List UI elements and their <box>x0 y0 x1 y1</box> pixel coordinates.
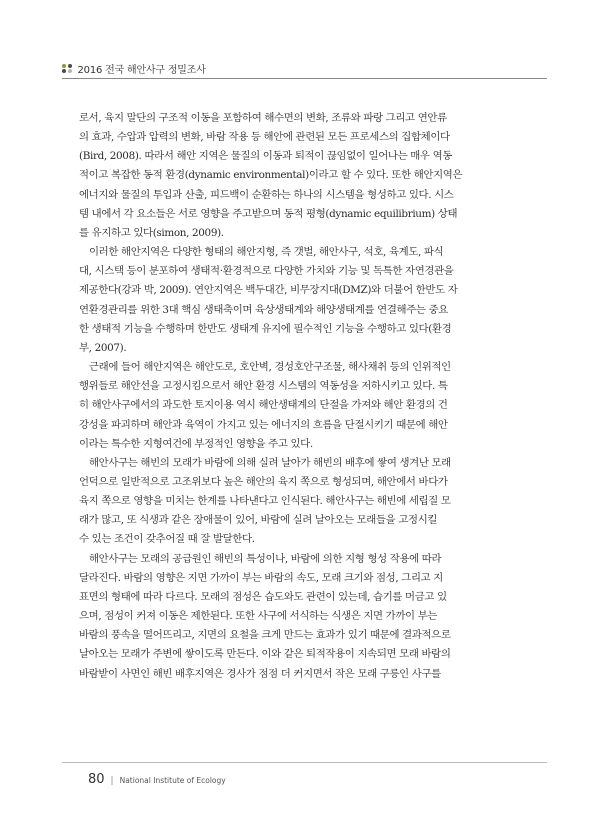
text-line: 강성을 파괴하며 해안과 육역이 가지고 있는 에너지의 흐름을 단절시키기 때문에 해안 <box>79 418 448 431</box>
paragraph <box>79 550 525 684</box>
footer-separator: | <box>110 776 114 786</box>
text-line: 언덕으로 일반적으로 고조위보다 높은 해안의 육지 쪽으로 형성되며, 해안에서 바다가 <box>79 475 448 488</box>
header-dots-icon <box>62 64 72 74</box>
text-line: 달라진다. 바람의 영향은 지면 가까이 부는 바람의 속도, 모래 크기와 점성, 그리고 지 <box>79 571 443 584</box>
text-line: 바람받이 사면인 해빈 배후지역은 경사가 점점 더 커지면서 작은 모래 구릉인 사구를 <box>79 667 441 680</box>
text-line: 에너지와 물질의 투입과 산출, 피드백이 순환하는 하나의 시스템을 형성하고 있다. 시스 <box>79 188 454 201</box>
text-line: 부, 2007). <box>79 341 127 354</box>
text-line: 제공한다(강과 박, 2009). 연안지역은 백두대간, 비무장지대(DMZ)와 더불어 한반도 자 <box>79 284 458 297</box>
text-line: 해안사구는 모래의 공급원인 해빈의 특성이나, 바람에 의한 지형 형성 작용에 따라 <box>89 552 442 565</box>
running-header <box>62 61 206 76</box>
page-footer <box>88 772 226 787</box>
footer-divider <box>62 762 547 763</box>
dot-icon <box>62 64 66 68</box>
text-line: 의 효과, 수압과 압력의 변화, 바람 작용 등 해안에 관련된 모든 프로세스의 집합체이다 <box>79 131 450 144</box>
text-line: 히 해안사구에서의 과도한 토지이용 역시 해안생태계의 단절을 가져와 해안 환경의 건 <box>79 399 448 412</box>
text-line: 수 있는 조건이 갖추어질 때 잘 발달한다. <box>79 533 255 546</box>
paragraph <box>79 243 525 358</box>
text-line: 템 내에서 각 요소들은 서로 영향을 주고받으며 동적 평형(dynamic equilibrium) 상태 <box>79 207 458 220</box>
header-title: 2016 전국 해안사구 정밀조사 <box>77 65 206 76</box>
text-line: 육지 쪽으로 영향을 미치는 한계를 나타낸다고 인식된다. 해안사구는 해빈에 세립질 모 <box>79 495 451 508</box>
text-line: 해안사구는 해빈의 모래가 바람에 의해 실려 날아가 해빈의 배후에 쌓여 생겨난 모래 <box>89 456 451 469</box>
dot-icon <box>68 64 72 68</box>
text-line: 연환경관리를 위한 3대 핵심 생태축이며 육상생태계와 해양생태계를 연결해주는 중요 <box>79 303 448 316</box>
dot-icon <box>62 69 66 73</box>
text-line: 이러한 해안지역은 다양한 형태의 해안지형, 즉 갯벌, 해안사구, 석호, 육계도, 파식 <box>89 246 444 259</box>
text-line: 행위들로 해안선을 고정시킴으로서 해안 환경 시스템의 역동성을 저하시키고 있다. 특 <box>79 380 448 393</box>
body-text <box>79 109 525 684</box>
text-line: 래가 많고, 또 식생과 같은 장애물이 있어, 바람에 실려 날아오는 모래들을 고정시킬 <box>79 514 438 527</box>
text-line: 으며, 점성이 커져 이동은 제한된다. 또한 사구에 서식하는 식생은 지면 가까이 부는 <box>79 610 438 623</box>
text-line: 바람의 풍속을 떨어뜨리고, 지면의 요철을 크게 만드는 효과가 있기 때문에 결과적으로 <box>79 629 451 642</box>
header-divider <box>62 78 547 79</box>
paragraph <box>79 454 525 550</box>
text-line: 날아오는 모래가 주변에 쌓이도록 만든다. 이와 같은 퇴적작용이 지속되면 모래 바람의 <box>79 648 451 661</box>
text-line: (Bird, 2008). 따라서 해안 지역은 물질의 이동과 퇴적이 끊임없이 일어나는 매우 역동 <box>79 150 452 163</box>
page-number: 80 <box>88 772 105 787</box>
paragraph <box>79 358 525 454</box>
text-line: 로서, 육지 말단의 구조적 이동을 포함하여 해수면의 변화, 조류와 파랑 그리고 연안류 <box>79 112 447 124</box>
footer-publisher: National Institute of Ecology <box>119 776 226 785</box>
text-line: 한 생태적 기능을 수행하며 한반도 생태계 유지에 필수적인 기능을 수행하고 있다(환경 <box>79 322 452 335</box>
text-line: 표면의 형태에 따라 다르다. 모래의 점성은 습도와도 관련이 있는데, 습기를 머금고 있 <box>79 590 447 603</box>
text-line: 이라는 특수한 지형여건에 부정적인 영향을 주고 있다. <box>79 437 313 450</box>
text-line: 적이고 복잡한 동적 환경(dynamic environmental)이라고 할 수 있다. 또한 해안지역은 <box>79 169 463 182</box>
dot-icon <box>68 69 72 73</box>
paragraph <box>79 109 525 243</box>
text-line: 대, 시스택 등이 분포하여 생태적·환경적으로 다양한 가치와 기능 및 독특한 자연경관을 <box>79 265 454 278</box>
text-line: 근래에 들어 해안지역은 해안도로, 호안벽, 경성호안구조물, 해사채취 등의 인위적인 <box>89 361 451 374</box>
text-line: 를 유지하고 있다(simon, 2009). <box>79 226 224 239</box>
